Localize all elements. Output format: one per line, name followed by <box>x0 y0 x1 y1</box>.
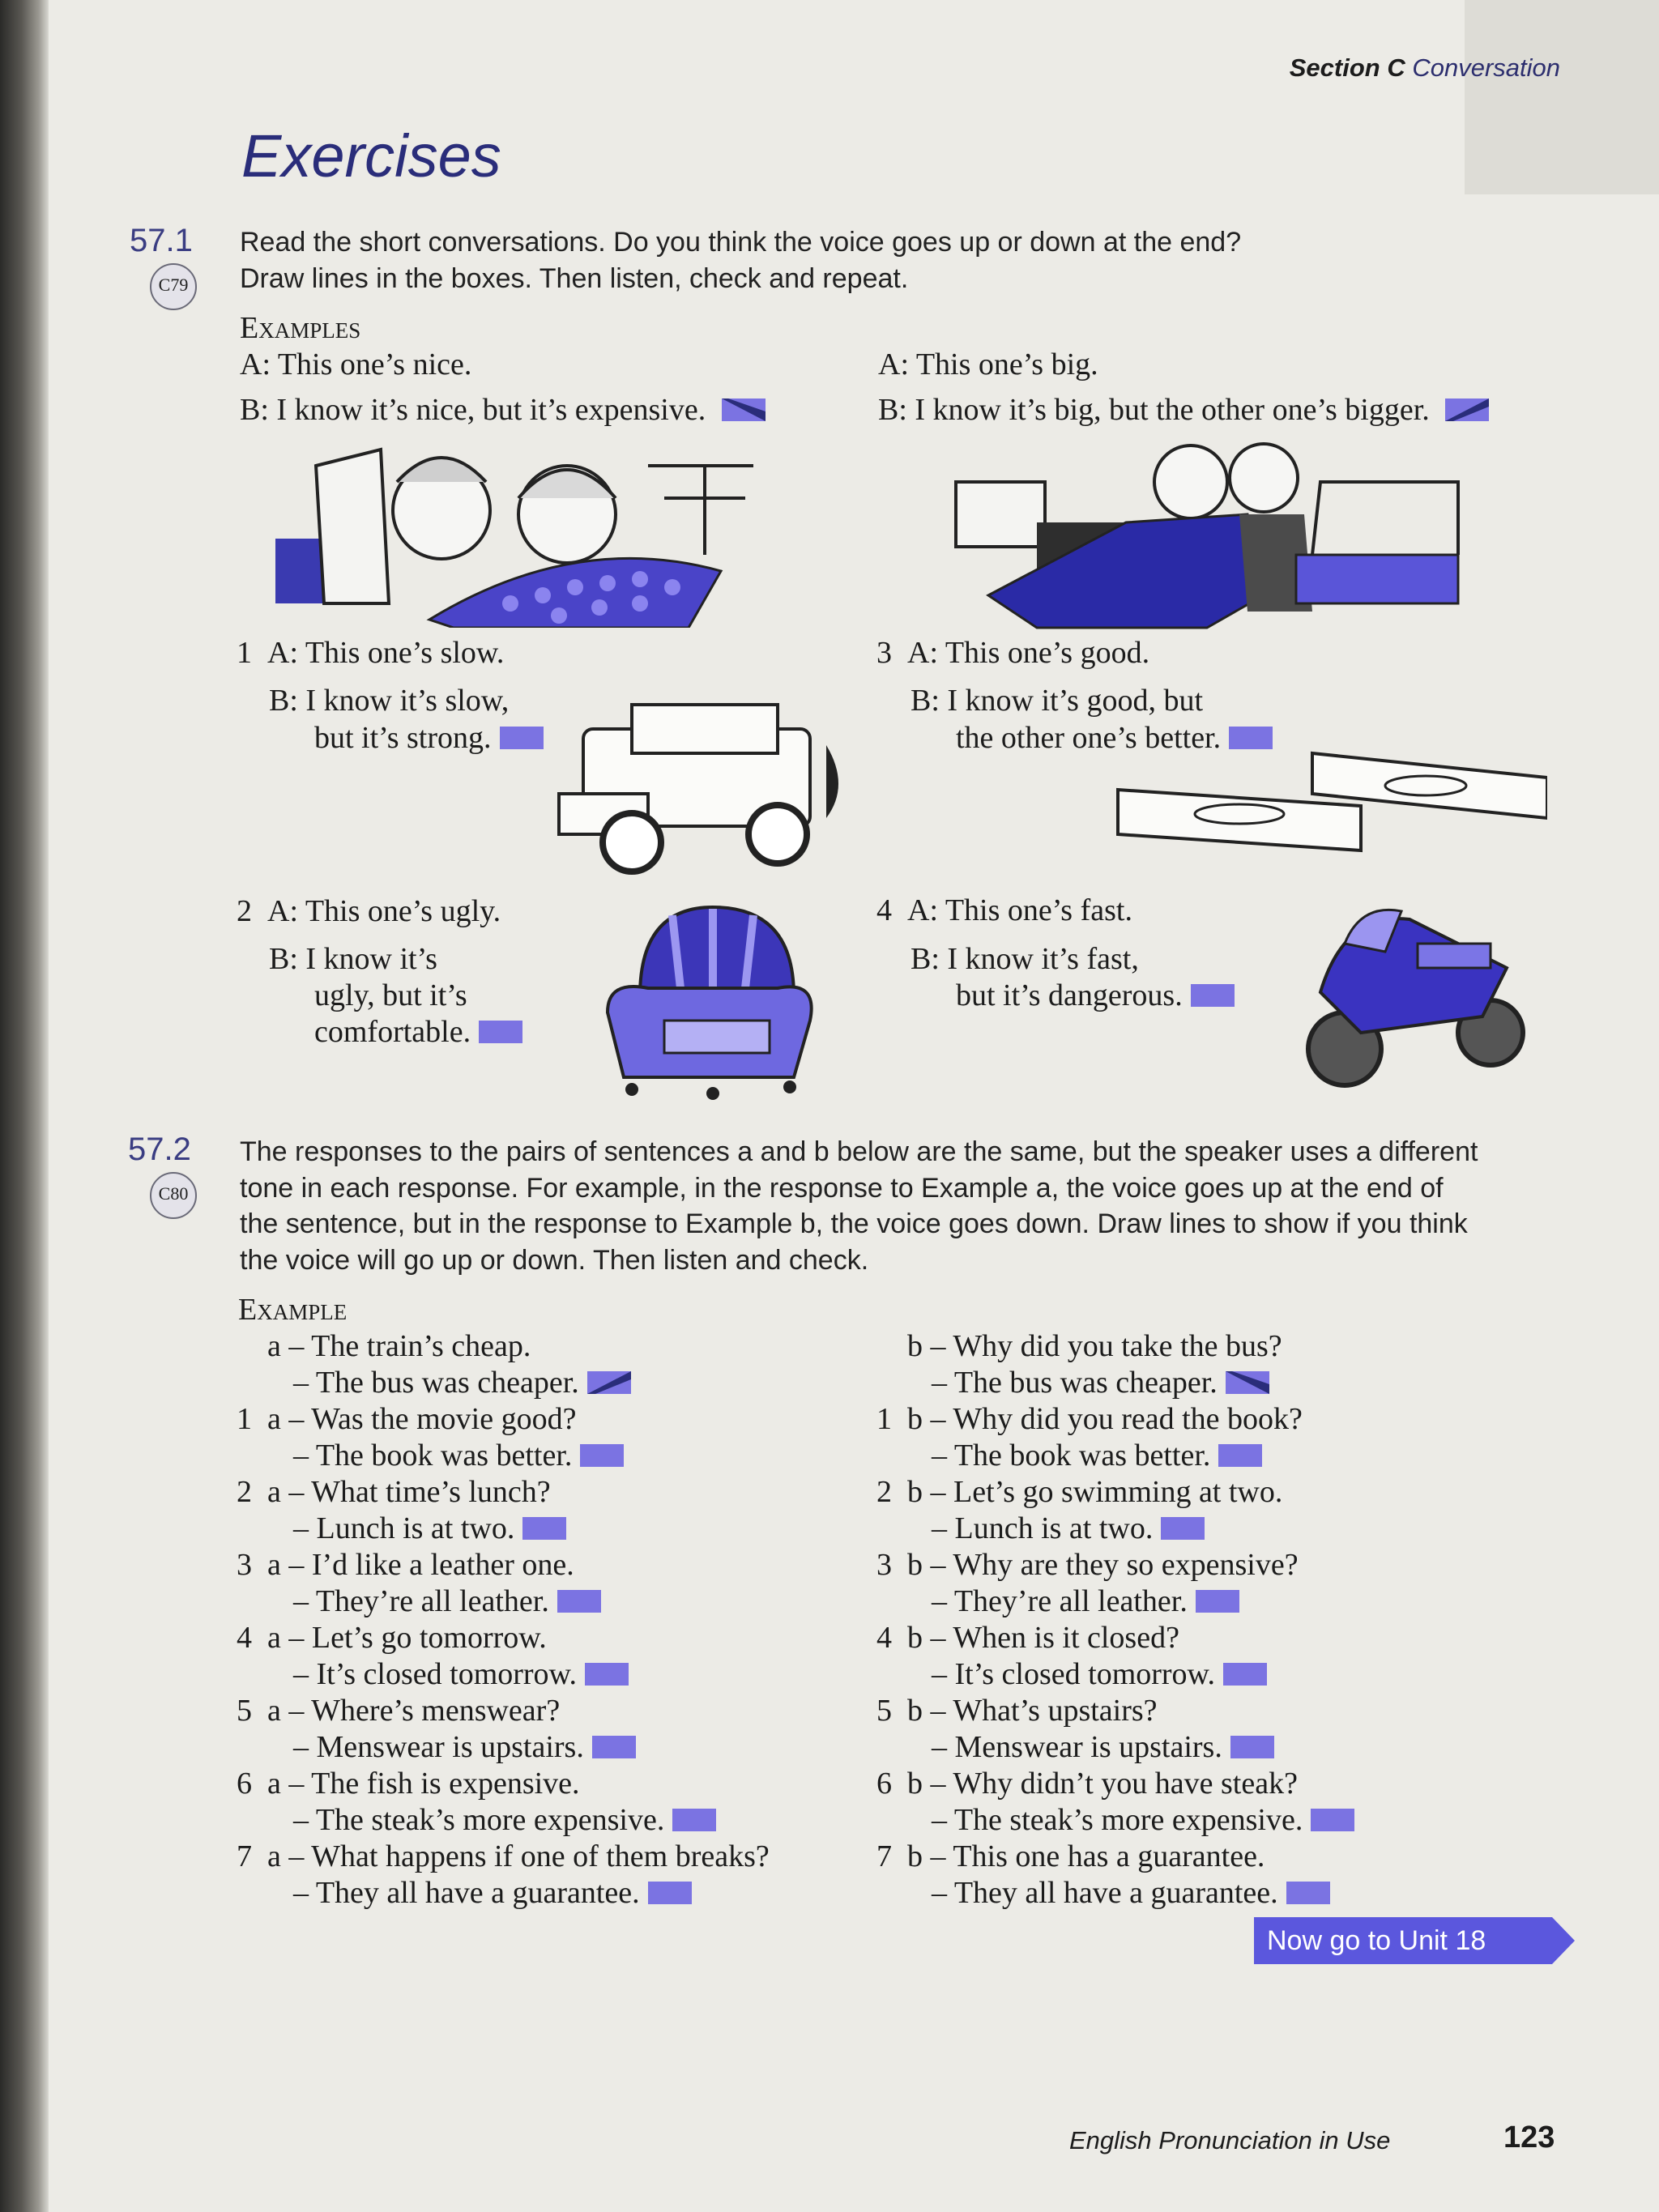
item-line <box>237 1474 551 1510</box>
item-line <box>237 893 501 929</box>
book-spine-shadow <box>0 0 49 2212</box>
cd-track-label: C79 <box>158 275 189 295</box>
exercise-number-57-1: 57.1 <box>130 223 193 258</box>
jeep-illustration <box>551 697 859 875</box>
item-text: – They all have a guarantee. <box>293 1876 640 1910</box>
item-number: 2 <box>876 1475 892 1509</box>
item-number: 2 <box>237 1475 252 1509</box>
tone-answer-box[interactable] <box>1196 1590 1239 1613</box>
item-line <box>314 720 544 756</box>
item-text: b – When is it closed? <box>907 1621 1179 1655</box>
item-line <box>876 1474 1282 1510</box>
example-label: Example <box>238 1293 348 1327</box>
item-line <box>956 978 1235 1013</box>
item-line <box>932 1511 1205 1546</box>
item-text: – It’s closed tomorrow. <box>293 1657 578 1691</box>
item-line <box>237 1693 560 1728</box>
tone-answer-box[interactable] <box>522 1517 566 1540</box>
tone-answer-box[interactable] <box>585 1663 629 1686</box>
item-text: b – What’s upstairs? <box>907 1694 1158 1728</box>
item-line: B: I know it’s fast, <box>911 942 1139 976</box>
item-line <box>314 1014 522 1050</box>
section-part: Conversation <box>1412 53 1560 82</box>
item-number: 3 <box>237 1548 252 1582</box>
item-line <box>293 1729 636 1765</box>
item-line <box>293 1583 601 1619</box>
item-text: b – Let’s go swimming at two. <box>907 1475 1283 1509</box>
arrow-up-icon <box>1445 399 1489 421</box>
item-number: 4 <box>876 1621 892 1655</box>
item-number: 7 <box>876 1839 892 1873</box>
armchair-illustration <box>591 899 834 1102</box>
item-text: but it’s dangerous. <box>956 978 1183 1012</box>
item-line: B: I know it’s good, but <box>911 684 1204 718</box>
item-text: A: This one’s good. <box>907 636 1150 670</box>
example-text: – The bus was cheaper. <box>932 1366 1218 1400</box>
item-line <box>237 635 504 671</box>
item-number: 7 <box>237 1839 252 1873</box>
item-text: – They’re all leather. <box>293 1584 549 1618</box>
tone-answer-box[interactable] <box>1191 984 1235 1007</box>
tone-answer-box[interactable] <box>592 1736 636 1758</box>
tone-answer-box[interactable] <box>1230 1736 1274 1758</box>
arrow-up-icon <box>587 1371 631 1394</box>
item-text: a – I’d like a leather one. <box>267 1548 574 1582</box>
video-cassettes-illustration <box>1110 745 1547 867</box>
item-number: 4 <box>237 1621 252 1655</box>
item-text: a – Was the movie good? <box>267 1402 577 1436</box>
item-line <box>237 1547 574 1583</box>
item-line <box>876 893 1132 928</box>
example-line: a – The train’s cheap. <box>267 1329 531 1363</box>
shopping-couple-illustration <box>267 433 778 628</box>
tone-answer-box[interactable] <box>672 1809 716 1831</box>
item-text: – The book was better. <box>293 1438 573 1473</box>
item-number: 1 <box>237 1402 252 1436</box>
item-line <box>237 1839 770 1874</box>
item-line <box>876 1766 1298 1801</box>
banner-arrow-icon <box>1552 1917 1575 1964</box>
item-text: a – Let’s go tomorrow. <box>267 1621 547 1655</box>
item-number: 3 <box>876 636 892 670</box>
instruction-line: Read the short conversations. Do you think the voice goes up or down at the end? <box>240 227 1242 258</box>
item-text: – The steak’s more expensive. <box>293 1803 665 1837</box>
item-text: the other one’s better. <box>956 721 1222 755</box>
item-text: – Lunch is at two. <box>293 1511 515 1545</box>
item-line <box>932 1729 1274 1765</box>
instruction-line: Draw lines in the boxes. Then listen, check and repeat. <box>240 263 909 294</box>
item-line <box>293 1438 624 1473</box>
item-number: 5 <box>237 1694 252 1728</box>
item-line <box>932 1802 1354 1838</box>
show-through-unit-tab <box>1465 0 1659 194</box>
item-line <box>237 1620 547 1656</box>
page-number: 123 <box>1503 2120 1555 2154</box>
item-text: a – The fish is expensive. <box>267 1767 580 1801</box>
item-text: b – Why didn’t you have steak? <box>907 1767 1298 1801</box>
item-text: – They’re all leather. <box>932 1584 1188 1618</box>
item-line <box>932 1656 1267 1692</box>
sofa-couple-illustration <box>940 433 1474 636</box>
item-text: – The steak’s more expensive. <box>932 1803 1303 1837</box>
item-text: – Lunch is at two. <box>932 1511 1154 1545</box>
item-number: 6 <box>876 1767 892 1801</box>
motorcycle-illustration <box>1296 895 1539 1089</box>
example-line: A: This one’s big. <box>878 347 1098 381</box>
item-line <box>932 1875 1330 1911</box>
item-number: 5 <box>876 1694 892 1728</box>
section-label: Section C <box>1289 53 1405 82</box>
arrow-down-icon <box>722 399 766 421</box>
item-number: 3 <box>876 1548 892 1582</box>
item-line <box>876 1547 1299 1583</box>
item-text: A: This one’s ugly. <box>267 894 501 928</box>
example-line <box>293 1365 631 1400</box>
item-line <box>293 1511 566 1546</box>
cd-track-icon[interactable] <box>150 1172 197 1219</box>
tone-box-down <box>722 399 766 421</box>
item-line <box>237 1766 580 1801</box>
tone-answer-box[interactable] <box>1223 1663 1267 1686</box>
item-number: 6 <box>237 1767 252 1801</box>
item-line <box>876 1693 1158 1728</box>
item-text: A: This one’s fast. <box>907 893 1132 927</box>
item-text: a – What time’s lunch? <box>267 1475 551 1509</box>
item-line <box>876 1839 1265 1874</box>
running-header <box>1290 53 1560 83</box>
instruction-line: The responses to the pairs of sentences a and b below are the same, but the speaker uses a different <box>240 1136 1478 1167</box>
item-line <box>932 1438 1262 1473</box>
example-text: B: I know it’s big, but the other one’s bigger. <box>878 393 1430 427</box>
tone-answer-box[interactable] <box>479 1021 522 1043</box>
item-line <box>876 1401 1303 1437</box>
item-number: 2 <box>237 894 252 928</box>
example-line <box>932 1365 1269 1400</box>
cd-track-label: C80 <box>158 1183 189 1204</box>
example-text: B: I know it’s nice, but it’s expensive. <box>240 393 706 427</box>
instruction-line: the sentence, but in the response to Example b, the voice goes down. Draw lines to show if you think <box>240 1208 1468 1239</box>
exercise-number-57-2: 57.2 <box>128 1132 191 1167</box>
item-number: 1 <box>876 1402 892 1436</box>
examples-label: Examples <box>240 311 361 345</box>
item-line <box>876 635 1149 671</box>
item-number: 4 <box>876 893 892 927</box>
tone-box-down <box>1226 1371 1269 1394</box>
tone-answer-box[interactable] <box>648 1882 692 1904</box>
example-line: b – Why did you take the bus? <box>907 1329 1282 1363</box>
tone-answer-box[interactable] <box>1218 1444 1262 1467</box>
arrow-down-icon <box>1226 1371 1269 1394</box>
item-text: – Menswear is upstairs. <box>293 1730 584 1764</box>
item-line <box>237 1401 576 1437</box>
item-text: A: This one’s slow. <box>267 636 505 670</box>
item-text: – Menswear is upstairs. <box>932 1730 1222 1764</box>
instruction-line: tone in each response. For example, in the response to Example a, the voice goes up at the end of <box>240 1173 1444 1204</box>
item-text: b – Why are they so expensive? <box>907 1548 1299 1582</box>
item-text: – The book was better. <box>932 1438 1211 1473</box>
example-line: A: This one’s nice. <box>240 347 472 381</box>
item-line: B: I know it’s slow, <box>269 684 510 718</box>
tone-answer-box[interactable] <box>557 1590 601 1613</box>
example-line <box>240 392 766 428</box>
footer-book-title: English Pronunciation in Use <box>1069 2126 1391 2154</box>
item-line: B: I know it’s <box>269 942 437 976</box>
item-text: a – What happens if one of them breaks? <box>267 1839 770 1873</box>
example-line <box>878 392 1489 428</box>
tone-answer-box[interactable] <box>1286 1882 1330 1904</box>
item-text: a – Where’s menswear? <box>267 1694 561 1728</box>
item-line <box>293 1656 629 1692</box>
item-text: comfortable. <box>314 1015 471 1049</box>
example-text: – The bus was cheaper. <box>293 1366 579 1400</box>
tone-answer-box[interactable] <box>1161 1517 1205 1540</box>
item-text: b – Why did you read the book? <box>907 1402 1303 1436</box>
next-unit-banner[interactable]: Now go to Unit 18 <box>1254 1917 1552 1964</box>
tone-answer-box[interactable] <box>580 1444 624 1467</box>
item-number: 1 <box>237 636 252 670</box>
tone-answer-box[interactable] <box>500 727 544 749</box>
item-line: ugly, but it’s <box>314 978 467 1012</box>
item-text: b – This one has a guarantee. <box>907 1839 1265 1873</box>
cd-track-icon[interactable] <box>150 263 197 310</box>
instruction-line: the voice will go up or down. Then listen and check. <box>240 1245 869 1276</box>
item-line <box>293 1802 716 1838</box>
item-line <box>876 1620 1179 1656</box>
item-line <box>932 1583 1239 1619</box>
item-text: but it’s strong. <box>314 721 492 755</box>
tone-answer-box[interactable] <box>1311 1809 1354 1831</box>
page-title: Exercises <box>241 122 501 190</box>
tone-box-up <box>587 1371 631 1394</box>
tone-box-up <box>1445 399 1489 421</box>
item-line <box>293 1875 692 1911</box>
item-text: – They all have a guarantee. <box>932 1876 1278 1910</box>
item-text: – It’s closed tomorrow. <box>932 1657 1216 1691</box>
